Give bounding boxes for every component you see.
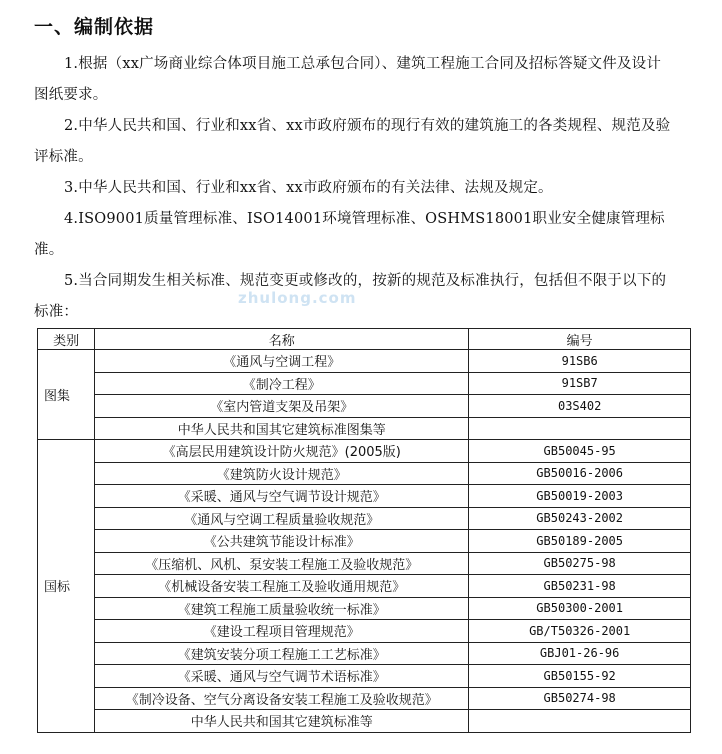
standard-name: 中华人民共和国其它建筑标准等: [95, 710, 469, 733]
table-row: [38, 372, 691, 395]
standard-code: GB50016-2006: [469, 462, 691, 485]
table-row: [38, 620, 691, 643]
standard-code: GB50274-98: [469, 687, 691, 710]
paragraph-2: 2.中华人民共和国、行业和xx省、xx市政府颁布的现行有效的建筑施工的各类规程、规范及验评标准。: [34, 118, 671, 165]
paragraph-5: 5.当合同期发生相关标准、规范变更或修改的，按新的规范及标准执行，包括但不限于以下的标准：: [34, 273, 667, 320]
standard-name: 《建筑防火设计规范》: [95, 462, 469, 485]
category-cell-national: 国标: [38, 440, 95, 733]
standard-name: 《采暖、通风与空气调节设计规范》: [95, 485, 469, 508]
table-row: [38, 710, 691, 733]
standard-code: GB50019-2003: [469, 485, 691, 508]
standard-code: [469, 710, 691, 733]
standard-code: [469, 417, 691, 440]
standard-name: 《机械设备安装工程施工及验收通用规范》: [95, 575, 469, 598]
table-row: [38, 395, 691, 418]
standard-name: 《通风与空调工程》: [95, 350, 469, 373]
standard-code: GB50243-2002: [469, 507, 691, 530]
standard-name: 《建筑安装分项工程施工工艺标准》: [95, 642, 469, 665]
header-category: 类别: [38, 329, 95, 350]
table-header-row: [38, 329, 691, 350]
standard-name: 《公共建筑节能设计标准》: [95, 530, 469, 553]
standard-code: GB50189-2005: [469, 530, 691, 553]
table-row: [38, 687, 691, 710]
standard-code: 91SB6: [469, 350, 691, 373]
table-row: [38, 417, 691, 440]
standard-code: GBJ01-26-96: [469, 642, 691, 665]
category-cell-atlas: 图集: [38, 350, 95, 440]
standard-name: 《建筑工程施工质量验收统一标准》: [95, 597, 469, 620]
header-name: 名称: [95, 329, 469, 350]
standard-code: 91SB7: [469, 372, 691, 395]
standard-name: 《通风与空调工程质量验收规范》: [95, 507, 469, 530]
table-row: [38, 440, 691, 463]
table-row: [38, 507, 691, 530]
standard-code: GB50275-98: [469, 552, 691, 575]
table-row: [38, 575, 691, 598]
standard-code: GB/T50326-2001: [469, 620, 691, 643]
standard-name: 中华人民共和国其它建筑标准图集等: [95, 417, 469, 440]
table-row: [38, 350, 691, 373]
table-row: [38, 485, 691, 508]
table-row: [38, 642, 691, 665]
table-row: [38, 665, 691, 688]
standard-name: 《室内管道支架及吊架》: [95, 395, 469, 418]
standard-name: 《建设工程项目管理规范》: [95, 620, 469, 643]
paragraph-4: 4.ISO9001质量管理标准、ISO14001环境管理标准、OSHMS18001职业安全健康管理标准。: [34, 211, 665, 258]
standard-code: GB50155-92: [469, 665, 691, 688]
standard-code: GB50045-95: [469, 440, 691, 463]
standard-code: GB50231-98: [469, 575, 691, 598]
standards-table: [37, 328, 691, 733]
standard-name: 《制冷设备、空气分离设备安装工程施工及验收规范》: [95, 687, 469, 710]
standard-name: 《制冷工程》: [95, 372, 469, 395]
table-row: [38, 462, 691, 485]
header-code: 编号: [469, 329, 691, 350]
standard-name: 《采暖、通风与空气调节术语标准》: [95, 665, 469, 688]
table-row: [38, 552, 691, 575]
standard-code: 03S402: [469, 395, 691, 418]
table-row: [38, 530, 691, 553]
standard-name: 《高层民用建筑设计防火规范》(2005版): [95, 440, 469, 463]
section-heading: 一、编制依据: [34, 16, 155, 38]
watermark: zhulong.com: [238, 289, 357, 307]
standard-code: GB50300-2001: [469, 597, 691, 620]
standard-name: 《压缩机、风机、泵安装工程施工及验收规范》: [95, 552, 469, 575]
paragraph-1: 1.根据（xx广场商业综合体项目施工总承包合同）、建筑工程施工合同及招标答疑文件及设计图纸要求。: [34, 56, 662, 103]
paragraph-3: 3.中华人民共和国、行业和xx省、xx市政府颁布的有关法律、法规及规定。: [64, 180, 553, 196]
table-row: [38, 597, 691, 620]
